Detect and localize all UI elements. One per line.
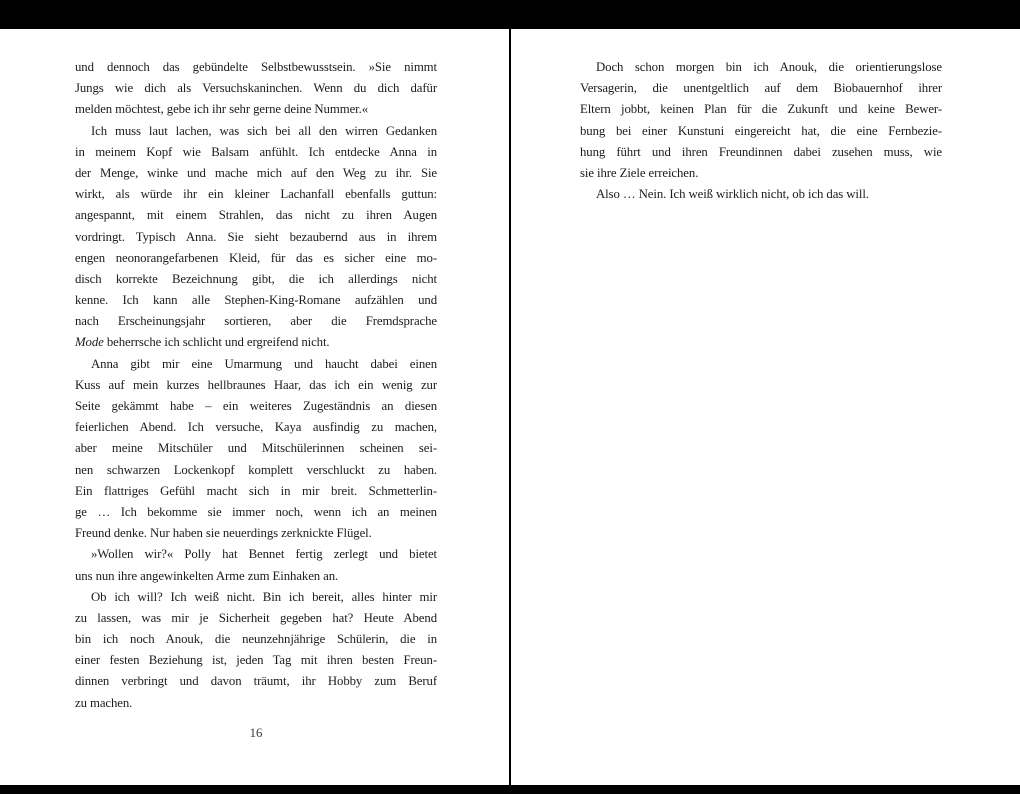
text-line: einer festen Beziehung ist, jeden Tag mit ihren besten Freun- <box>75 653 437 668</box>
text-line: Ob ich will? Ich weiß nicht. Bin ich bereit, alles hinter mir <box>91 589 437 604</box>
text-line: bung bei einer Kunstuni eingereicht hat, die eine Fernbezie- <box>580 123 942 138</box>
text-line: Seite gekämmt habe – ein weiteres Zugeständnis an diesen <box>75 399 437 413</box>
text-line: Mode beherrsche ich schlicht und ergreifend nicht. <box>75 335 330 350</box>
text-line: aber meine Mitschüler und Mitschülerinnen scheinen sei- <box>75 441 437 456</box>
text-line: disch korrekte Bezeichnung gibt, die ich allerdings nicht <box>75 271 437 286</box>
text-line: engen neonorangefarbenen Kleid, für das es sicher eine mo- <box>75 250 437 265</box>
text-line: kenne. Ich kann alle Stephen-King-Romane aufzählen und <box>75 293 437 308</box>
page-number: 16 <box>249 726 263 740</box>
text-line: Versagerin, die unentgeltlich auf dem Biobauernhof ihrer <box>580 81 942 96</box>
text-line: ge … Ich bekomme sie immer noch, wenn ich an meinen <box>75 504 437 519</box>
top-letterbox-bar <box>0 0 1020 29</box>
text-line: dinnen verbringt und davon träumt, ihr Hobby zum Beruf <box>75 674 437 689</box>
right-page-text <box>580 57 942 205</box>
text-line: Doch schon morgen bin ich Anouk, die orientierungslose <box>596 60 942 74</box>
text-line: Also … Nein. Ich weiß wirklich nicht, ob ich das will. <box>596 187 869 202</box>
text-line: Anna gibt mir eine Umarmung und haucht dabei einen <box>91 356 437 371</box>
text-line: melden möchtest, gebe ich ihr sehr gerne deine Nummer.« <box>75 102 368 117</box>
text-line: hung führt und ihren Freundinnen dabei zusehen muss, wie <box>580 144 942 159</box>
text-line: und dennoch das gebündelte Selbstbewusstsein. »Sie nimmt <box>75 60 437 74</box>
bottom-letterbox-bar <box>0 785 1020 794</box>
text-line: feierlichen Abend. Ich versuche, Kaya ausfindig zu machen, <box>75 420 437 435</box>
text-line: vordringt. Typisch Anna. Sie sieht bezaubernd aus in ihrem <box>75 229 437 244</box>
left-page-text <box>75 57 437 714</box>
text-line: nen schwarzen Lockenkopf komplett verschluckt zu haben. <box>75 462 437 477</box>
text-line: Ich muss laut lachen, was sich bei all den wirren Gedanken <box>91 123 437 138</box>
text-line: bin ich noch Anouk, die neunzehnjährige Schülerin, die in <box>75 632 437 647</box>
text-line: zu machen. <box>75 695 133 710</box>
text-line: Kuss auf mein kurzes hellbraunes Haar, das ich ein wenig zur <box>75 377 437 392</box>
text-line: Freund denke. Nur haben sie neuerdings zerknickte Flügel. <box>75 526 372 541</box>
text-line: sie ihre Ziele erreichen. <box>580 165 699 180</box>
text-line: angespannt, mit einem Strahlen, das nicht zu ihren Augen <box>75 208 437 223</box>
text-line: uns nun ihre angewinkelten Arme zum Einhaken an. <box>75 568 339 583</box>
text-line: nach Erscheinungsjahr sortieren, aber die Fremdsprache <box>75 314 437 329</box>
text-line: zu lassen, was mir je Sicherheit gegeben hat? Heute Abend <box>75 610 437 625</box>
text-line: der Menge, winke und mache mich auf den Weg zu ihr. Sie <box>75 165 437 180</box>
text-line: Ein flattriges Gefühl macht sich in mir breit. Schmetterlin- <box>75 483 437 498</box>
left-page <box>0 29 509 785</box>
text-line: »Wollen wir?« Polly hat Bennet fertig zerlegt und bietet <box>91 547 437 562</box>
text-line: in meinem Kopf wie Balsam anfühlt. Ich entdecke Anna in <box>75 144 437 159</box>
text-line: Eltern jobbt, keinen Plan für die Zukunft und keine Bewer- <box>580 102 942 117</box>
right-page <box>511 29 1020 785</box>
text-line: Jungs wie dich als Versuchskaninchen. Wenn du dich dafür <box>75 81 437 96</box>
text-line: wirkt, als würde ihr ein kleiner Lachanfall ebenfalls guttun: <box>75 187 437 202</box>
